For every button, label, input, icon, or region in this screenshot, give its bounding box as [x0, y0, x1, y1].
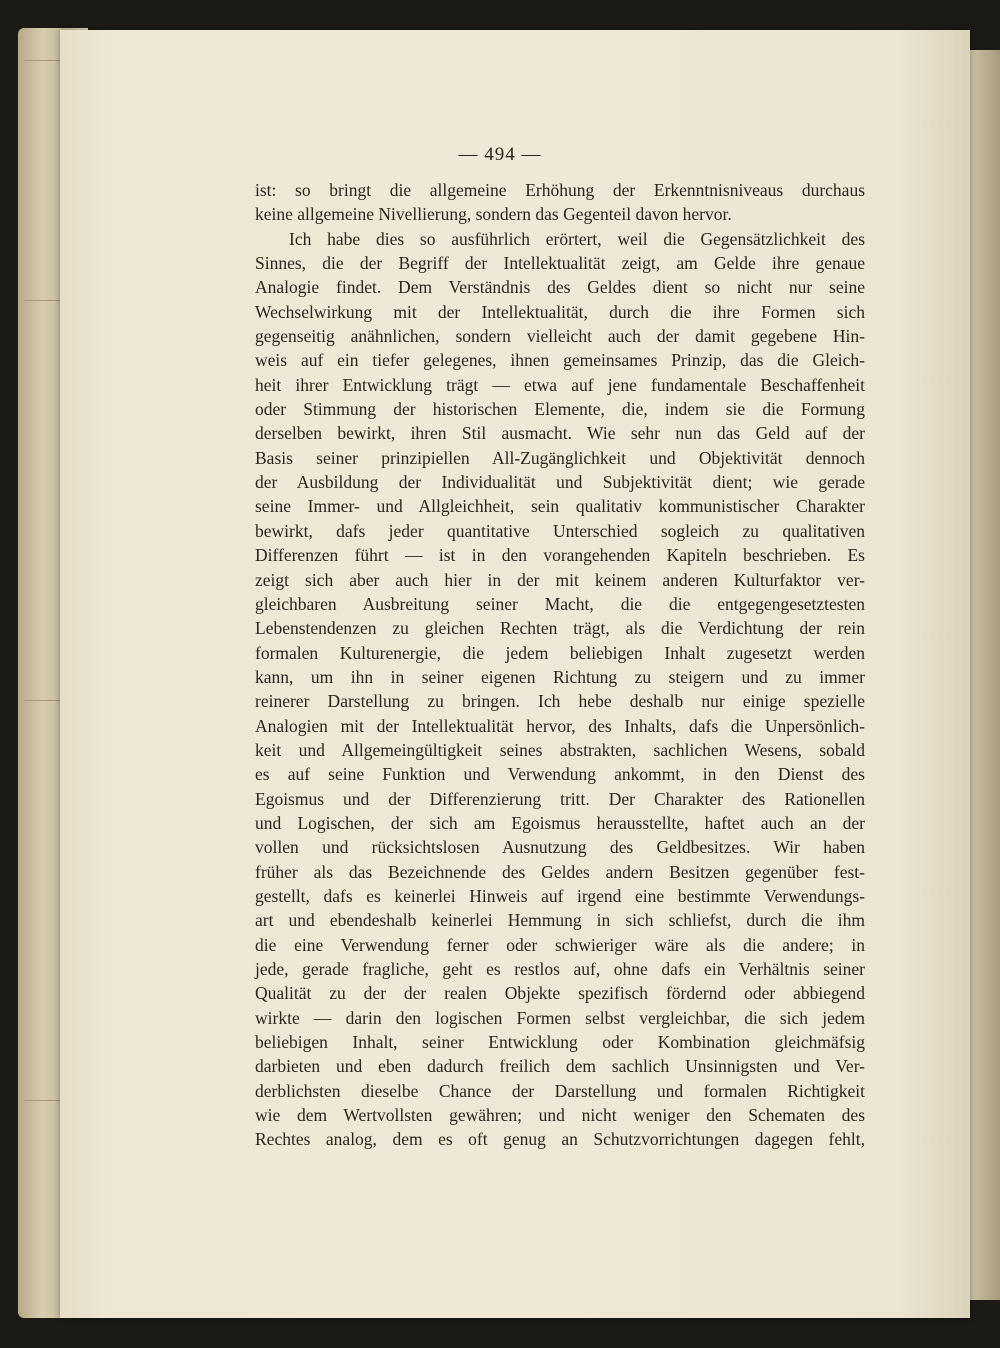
text-line: Lebenstendenzen zu gleichen Rechten trägt, als die Verdichtung der rein	[255, 618, 865, 639]
text-line: vollen und rücksichtslosen Ausnutzung des Geldbesitzes. Wir haben	[255, 837, 865, 858]
text-line: seine Immer- und Allgleichheit, sein qualitativ kommunistischer Charakter	[255, 496, 865, 517]
text-line: Differenzen führt — ist in den vorangehenden Kapiteln beschrieben. Es	[255, 545, 865, 566]
body-text	[255, 178, 865, 1152]
text-line: Qualität zu der der realen Objekte spezifisch fördernd oder abbiegend	[255, 983, 865, 1004]
text-line: Analogien mit der Intellektualität hervor, des Inhalts, dafs die Unpersönlich-	[255, 715, 865, 736]
text-line: oder Stimmung der historischen Elemente, die, indem sie die Formung	[255, 399, 865, 420]
text-line: weis auf ein tiefer gelegenes, ihnen gemeinsames Prinzip, das die Gleich-	[255, 350, 865, 371]
text-line: formalen Kulturenergie, die jedem beliebigen Inhalt zugesetzt werden	[255, 642, 865, 663]
text-line: Sinnes, die der Begriff der Intellektualität zeigt, am Gelde ihre genaue	[255, 253, 865, 274]
text-line: gleichbaren Ausbreitung seiner Macht, die die entgegengesetztesten	[255, 593, 865, 614]
text-line: wirkte — darin den logischen Formen selbst vergleichbar, die sich jedem	[255, 1007, 865, 1028]
text-line: Egoismus und der Differenzierung tritt. Der Charakter des Rationellen	[255, 788, 865, 809]
text-line: es auf seine Funktion und Verwendung ankommt, in den Dienst des	[255, 764, 865, 785]
text-line: der Ausbildung der Individualität und Subjektivität dient; wie gerade	[255, 472, 865, 493]
text-line: beliebigen Inhalt, seiner Entwicklung oder Kombination gleichmäfsig	[255, 1032, 865, 1053]
text-line: derselben bewirkt, ihren Stil ausmacht. Wie sehr nun das Geld auf der	[255, 423, 865, 444]
text-line: bewirkt, dafs jeder quantitative Unterschied sogleich zu qualitativen	[255, 520, 865, 541]
text-line: früher als das Bezeichnende des Geldes andern Besitzen gegenüber fest-	[255, 861, 865, 882]
text-line: art und ebendeshalb keinerlei Hemmung in sich schliefst, durch die ihm	[255, 910, 865, 931]
text-line: Wechselwirkung mit der Intellektualität, durch die ihre Formen sich	[255, 301, 865, 322]
text-line: Basis seiner prinzipiellen All-Zugänglichkeit und Objektivität dennoch	[255, 447, 865, 468]
text-line: kann, um ihn in seiner eigenen Richtung zu steigern und zu immer	[255, 666, 865, 687]
text-line: gestellt, dafs es keinerlei Hinweis auf irgend eine bestimmte Verwendungs-	[255, 885, 865, 906]
page-number: — 494 —	[458, 144, 542, 165]
text-line: heit ihrer Entwicklung trägt — etwa auf jene fundamentale Beschaffenheit	[255, 374, 865, 395]
text-line: darbieten und eben dadurch freilich dem sachlich Unsinnigsten und Ver-	[255, 1056, 865, 1077]
text-line: ist: so bringt die allgemeine Erhöhung der Erkenntnisniveaus durchaus	[255, 180, 865, 200]
text-line: gegenseitig anähnlichen, sondern vielleicht auch der damit gegebene Hin-	[255, 326, 865, 347]
text-line: Rechtes analog, dem es oft genug an Schutzvorrichtungen dagegen fehlt,	[255, 1129, 865, 1150]
text-line: reinerer Darstellung zu bringen. Ich hebe deshalb nur einige spezielle	[255, 691, 865, 712]
text-line: Analogie findet. Dem Verständnis des Geldes dient so nicht nur seine	[255, 277, 865, 298]
text-line: die eine Verwendung ferner oder schwieriger wäre als die andere; in	[255, 934, 865, 955]
text-line: keit und Allgemeingültigkeit seines abstrakten, sachlichen Wesens, sobald	[255, 739, 865, 760]
text-line: und Logischen, der sich am Egoismus herausstellte, haftet auch an der	[255, 812, 865, 833]
text-line: Ich habe dies so ausführlich erörtert, weil die Gegensätzlichkeit des	[289, 228, 865, 249]
text-line: wie dem Wertvollsten gewähren; und nicht weniger den Schematen des	[255, 1105, 865, 1126]
text-line: derblichsten dieselbe Chance der Darstellung und formalen Richtigkeit	[255, 1080, 865, 1101]
text-line: jede, gerade fragliche, geht es restlos auf, ohne dafs ein Verhältnis seiner	[255, 959, 865, 979]
text-line: keine allgemeine Nivellierung, sondern das Gegenteil davon hervor.	[255, 204, 732, 225]
text-line: zeigt sich aber auch hier in der mit keinem anderen Kulturfaktor ver-	[255, 569, 865, 590]
